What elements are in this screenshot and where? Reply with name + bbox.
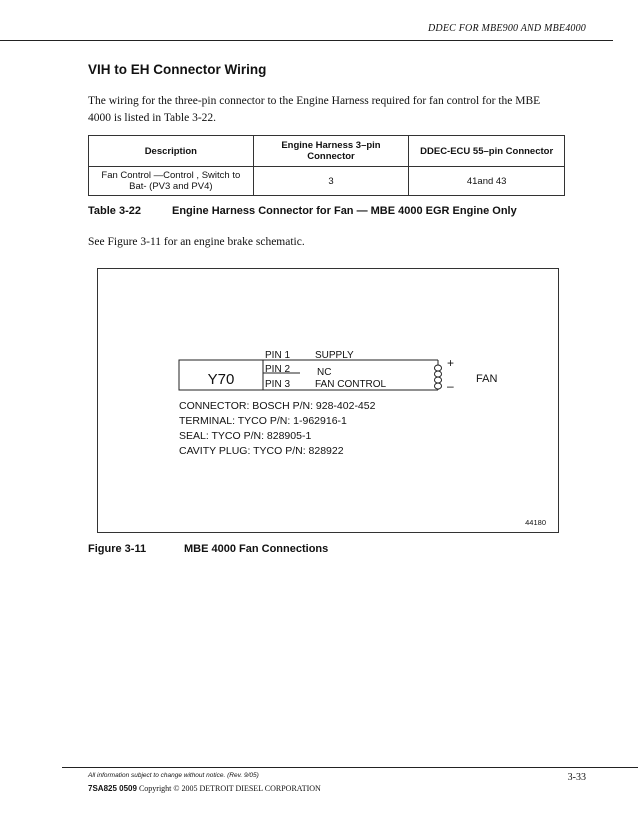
footer-notice: All information subject to change without notice. (Rev. 9/05) [88,772,259,779]
figure-frame [97,268,559,533]
figure-caption-number: Figure 3-11 [88,543,147,555]
fan-coil-icon [435,360,442,390]
table-header-row [89,136,565,167]
spec-connector: CONNECTOR: BOSCH P/N: 928-402-452 [179,400,376,412]
positive-terminal: + [447,356,455,370]
pin1-signal: SUPPLY [315,350,354,361]
fan-connection-diagram [98,269,558,532]
section-title: VIH to EH Connector Wiring [88,62,267,77]
pin3-signal: FAN CONTROL [315,379,387,390]
connector-table [88,135,565,196]
table-header-description: Description [89,136,254,167]
spec-cavity-plug: CAVITY PLUG: TYCO P/N: 828922 [179,445,344,457]
spec-seal: SEAL: TYCO P/N: 828905-1 [179,430,312,442]
table-row [89,167,565,196]
pin2-label: PIN 2 [265,364,291,375]
footer-copyright-line [88,784,321,793]
connector-name: Y70 [207,371,235,388]
running-header: DDEC FOR MBE900 AND MBE4000 [428,23,586,34]
table-header-harness: Engine Harness 3–pin Connector [253,136,409,167]
table-cell-harness: 3 [253,167,409,196]
header-rule [0,40,613,41]
footer-rule [62,767,638,768]
negative-terminal: – [447,379,454,393]
footer-copyright: Copyright © 2005 DETROIT DIESEL CORPORATION [138,784,321,793]
figure-id: 44180 [525,518,546,527]
table-caption-text: Engine Harness Connector for Fan — MBE 4000 EGR Engine Only [172,205,517,217]
table-cell-ecu: 41and 43 [409,167,565,196]
spec-terminal: TERMINAL: TYCO P/N: 1-962916-1 [179,415,347,427]
pin3-label: PIN 3 [265,379,291,390]
pin1-label: PIN 1 [265,350,291,361]
page-number: 3-33 [567,772,586,783]
intro-paragraph: The wiring for the three-pin connector to the Engine Harness required for fan control for the MBE 4000 is listed in Table 3-22. [88,95,541,124]
pin2-signal: NC [317,367,332,378]
see-figure-text: See Figure 3-11 for an engine brake schematic. [88,236,305,248]
table-caption-number: Table 3-22 [88,205,141,217]
footer-doc-id: 7SA825 0509 [88,784,137,793]
table-header-ecu: DDEC-ECU 55–pin Connector [409,136,565,167]
figure-caption-text: MBE 4000 Fan Connections [184,543,329,555]
table-cell-description: Fan Control —Control , Switch to Bat- (PV3 and PV4) [89,167,254,196]
fan-label: FAN [476,373,498,385]
